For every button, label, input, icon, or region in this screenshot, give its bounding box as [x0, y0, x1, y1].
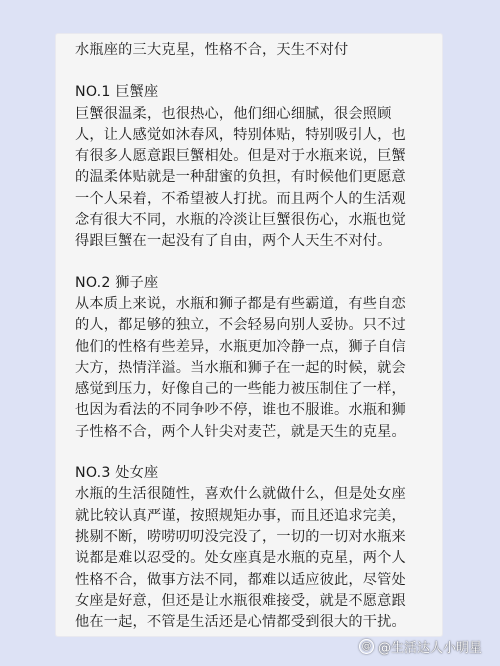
paragraph-line: 水瓶的生活很随性，喜欢什么就做什么，但是处女座 — [75, 486, 406, 503]
section-heading: NO.1 巨蟹座 — [75, 84, 159, 101]
paragraph-line: 就比较认真严谨，按照规矩办事，而且还追求完美， — [75, 507, 406, 524]
watermark — [359, 637, 482, 656]
paragraph-line: 挑剔不断，唠唠叨叨没完没了，一切的一切对水瓶来 — [75, 528, 406, 545]
paragraph-line: 大方，热情洋溢。当水瓶和狮子在一起的时候，就会 — [75, 359, 406, 376]
section-heading: NO.3 处女座 — [75, 465, 159, 482]
section-virgo — [75, 463, 424, 633]
paragraph-line: 巨蟹很温柔，也很热心，他们细心细腻，很会照顾 — [75, 105, 392, 122]
article-card — [56, 34, 442, 636]
paragraph-line: 念有很大不同，水瓶的冷淡让巨蟹很伤心，水瓶也觉 — [75, 212, 406, 229]
paragraph-line: 一个人呆着，不希望被人打扰。而且两个人的生活观 — [75, 190, 406, 207]
paragraph-line: 得跟巨蟹在一起没有了自由，两个人天生不对付。 — [75, 233, 392, 250]
watermark-text: @生活达人小明星 — [377, 641, 482, 656]
paragraph-line: 有很多人愿意跟巨蟹相处。但是对于水瓶来说，巨蟹 — [75, 148, 406, 165]
paragraph-line: 说都是难以忍受的。处女座真是水瓶的克星，两个人 — [75, 550, 406, 567]
weibo-at-icon: @ — [359, 639, 374, 654]
paragraph-line: 他在一起，不管是生活还是心情都受到很大的干扰。 — [75, 614, 406, 631]
section-cancer — [75, 82, 424, 252]
paragraph-line: 也因为看法的不同争吵不停，谁也不服谁。水瓶和狮 — [75, 402, 406, 419]
paragraph-line: 他们的性格有些差异，水瓶更加冷静一点，狮子自信 — [75, 338, 406, 355]
paragraph-line: 性格不合，做事方法不同，都难以适应彼此，尽管处 — [75, 571, 406, 588]
section-leo — [75, 273, 424, 443]
paragraph-line: 从本质上来说，水瓶和狮子都是有些霸道，有些自恋 — [75, 295, 406, 312]
article-title: 水瓶座的三大克星，性格不合，天生不对付 — [75, 42, 349, 58]
paragraph-line: 人，让人感觉如沐春风，特别体贴，特别吸引人，也 — [75, 126, 406, 143]
paragraph-line: 的人，都足够的独立，不会轻易向别人妥协。只不过 — [75, 317, 406, 334]
paragraph-line: 感觉到压力，好像自己的一些能力被压制住了一样， — [75, 381, 406, 398]
paragraph-line: 女座是好意，但还是让水瓶很难接受，就是不愿意跟 — [75, 592, 406, 609]
paragraph-line: 的温柔体贴就是一种甜蜜的负担，有时候他们更愿意 — [75, 169, 406, 186]
section-heading: NO.2 狮子座 — [75, 274, 159, 291]
paragraph-line: 子性格不合，两个人针尖对麦芒，就是天生的克星。 — [75, 423, 406, 440]
